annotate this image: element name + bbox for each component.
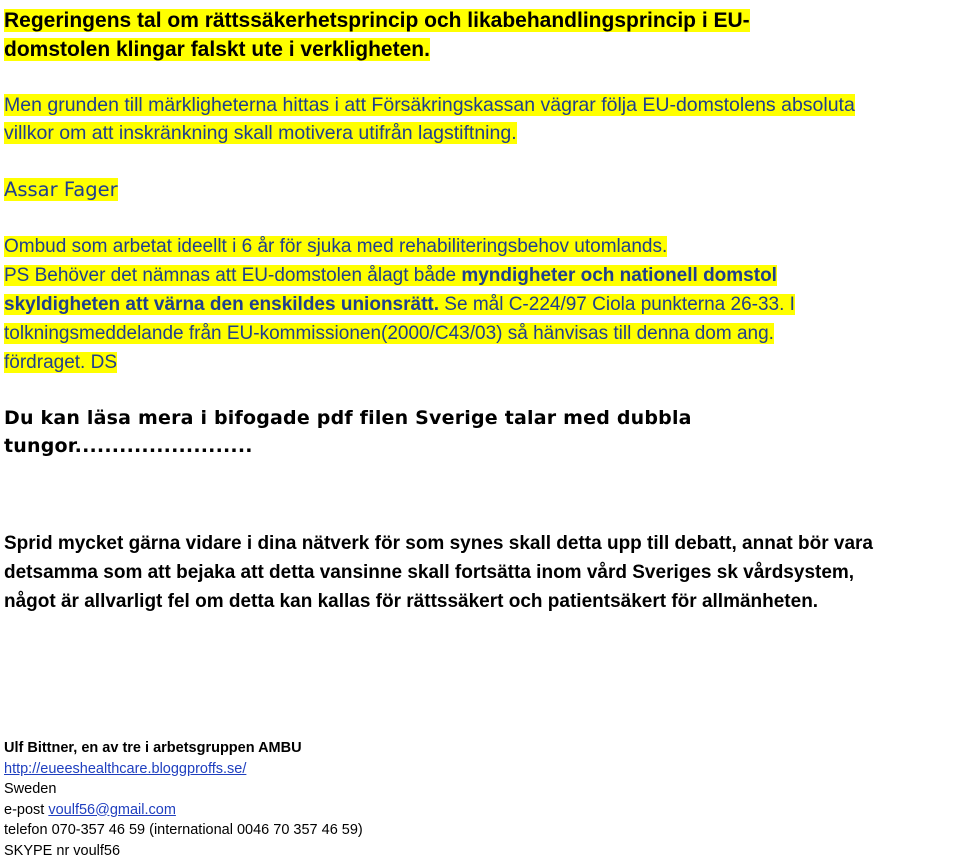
intro-line-1: Men grunden till märkligheterna hittas i att Försäkringskassan vägrar följa EU-domstolens absoluta <box>4 94 855 116</box>
signature-name: Ulf Bittner, en av tre i arbetsgruppen AMBU <box>4 740 302 756</box>
ps-bold-1: myndigheter och nationell domstol <box>461 265 777 286</box>
signature-country: Sweden <box>4 781 57 797</box>
ps-line-4: fördraget. DS <box>4 352 117 373</box>
ps-text-2: Se mål C-224/97 Ciola punkterna 26-33. I <box>439 294 795 315</box>
ps-line-3: tolkningsmeddelande från EU-kommissionen(2000/C43/03) så hänvisas till denna dom ang. <box>4 323 774 344</box>
appeal-paragraph <box>4 529 873 616</box>
ps-text-1: PS Behöver det nämnas att EU-domstolen ålagt både <box>4 265 462 286</box>
pdf-note <box>4 404 692 460</box>
appeal-line-3: något är allvarligt fel om detta kan kallas för rättssäkert och patientsäkert för allmänheten. <box>4 591 819 612</box>
heading-line-1: Regeringens tal om rättssäkerhetsprincip och likabehandlingsprincip i EU- <box>4 9 750 32</box>
appeal-line-1: Sprid mycket gärna vidare i dina nätverk för som synes skall detta upp till debatt, annat bör vara <box>4 533 873 554</box>
author-block <box>4 176 118 204</box>
heading-line-2: domstolen klingar falskt ute i verkligheten. <box>4 38 430 61</box>
signature-phone: telefon 070-357 46 59 (international 0046 70 357 46 59) <box>4 822 363 838</box>
appeal-line-2: detsamma som att bejaka att detta vansinne skall fortsätta inom vård Sveriges sk vårdsystem, <box>4 562 855 583</box>
heading <box>4 6 750 64</box>
email-label: e-post <box>4 801 49 818</box>
ps-bold-2: skyldigheten att värna den enskildes unionsrätt. <box>4 294 440 315</box>
author-name: Assar Fager <box>4 178 118 201</box>
blog-link[interactable]: http://eueeshealthcare.bloggproffs.se/ <box>4 760 247 777</box>
signature-skype: SKYPE nr voulf56 <box>4 842 121 859</box>
signature-block <box>4 738 363 861</box>
email-link[interactable]: voulf56@gmail.com <box>48 801 176 818</box>
intro-paragraph <box>4 91 855 147</box>
ps-paragraph <box>4 232 795 377</box>
pdf-note-line-1: Du kan läsa mera i bifogade pdf filen Sverige talar med dubbla <box>4 407 692 429</box>
role-line: Ombud som arbetat ideellt i 6 år för sjuka med rehabiliteringsbehov utomlands. <box>4 236 668 257</box>
intro-line-2: villkor om att inskränkning skall motivera utifrån lagstiftning. <box>4 122 517 144</box>
pdf-note-line-2: tungor........................ <box>4 435 253 457</box>
